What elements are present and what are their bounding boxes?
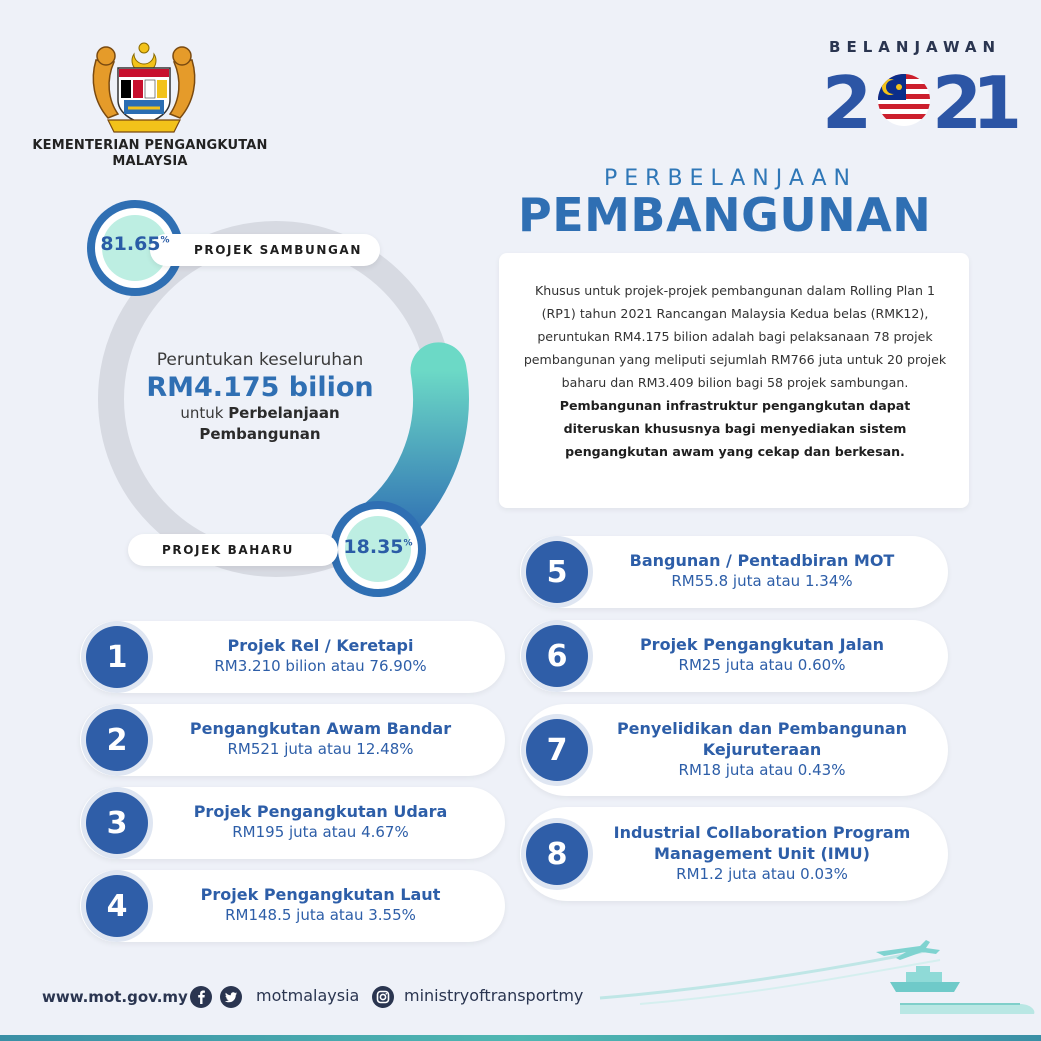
transport-illustration [600, 938, 1040, 1020]
item-number-badge: 2 [86, 709, 148, 771]
item-name: Projek Pengangkutan Laut [200, 885, 441, 904]
ship-icon [890, 966, 960, 992]
item-name: Projek Pengangkutan Udara [193, 802, 448, 821]
baharu-pill [128, 534, 338, 566]
item-value: RM1.2 juta atau 0.03% [676, 864, 848, 883]
item-text [156, 801, 485, 843]
instagram-icon[interactable] [372, 986, 394, 1008]
budget-year-text: 2 [822, 61, 873, 145]
item-number-badge: 1 [86, 626, 148, 688]
sambungan-pct-value: 81.65 [100, 233, 161, 255]
item-value: RM18 juta atau 0.43% [678, 760, 846, 779]
ministry-line-2: MALAYSIA [112, 154, 188, 169]
center-amount: RM4.175 bilion [146, 372, 374, 403]
sambungan-percentage [90, 233, 180, 255]
social-handle-1[interactable]: motmalaysia [256, 986, 360, 1005]
baharu-label: PROJEK BAHARU [162, 543, 294, 557]
sambungan-pct-symbol: % [160, 235, 170, 246]
center-untuk: untuk [180, 404, 224, 422]
baharu-percentage [333, 536, 423, 558]
swoosh-line [600, 950, 930, 998]
flag-zero-icon [878, 74, 930, 126]
title-main: PEMBANGUNAN [518, 188, 932, 242]
description-part-1: Khusus untuk projek-projek pembangunan dalam Rolling Plan 1 (RP1) tahun 2021 Rancangan Malaysia Kedua belas (RMK12), peruntukan RM4.175 bilion adalah bagi pelaksanaan 78 projek pembangunan yang meliputi sejumlah RM766 juta untuk 20 projek baharu dan RM3.409 bilion bagi 58 projek sambungan. [523, 283, 947, 390]
item-number-badge: 8 [526, 823, 588, 885]
item-name-line-2: Management Unit (IMU) [654, 843, 870, 863]
item-text [596, 718, 928, 781]
item-value: RM3.210 bilion atau 76.90% [214, 657, 427, 675]
donut-center-text [140, 350, 380, 445]
footer-strip [0, 1035, 1041, 1041]
item-text [156, 884, 485, 926]
item-text [596, 550, 928, 592]
item-number-badge: 5 [526, 541, 588, 603]
item-name: Pengangkutan Awam Bandar [189, 719, 452, 738]
item-name: Bangunan / Pentadbiran MOT [629, 551, 895, 570]
item-value: RM55.8 juta atau 1.34% [671, 572, 853, 590]
item-text [596, 634, 928, 676]
item-text [156, 635, 485, 677]
item-value: RM25 juta atau 0.60% [678, 656, 846, 674]
item-name: Penyelidikan dan Pembangunan [616, 718, 908, 738]
jata-negara-crest-icon [88, 40, 200, 136]
item-number-badge: 4 [86, 875, 148, 937]
baharu-pct-symbol: % [403, 538, 413, 549]
center-line-1: Peruntukan keseluruhan [156, 350, 364, 370]
twitter-icon[interactable] [220, 986, 242, 1008]
center-line-4 [140, 424, 380, 445]
airplane-icon [876, 940, 940, 960]
item-text [596, 822, 928, 885]
item-name-line-2: Kejuruteraan [702, 739, 822, 759]
train-icon [900, 1004, 1034, 1014]
center-bold-1: Perbelanjaan [228, 404, 340, 422]
item-text [156, 718, 485, 760]
social-handle-2[interactable]: ministryoftransportmy [404, 986, 584, 1005]
center-bold-2: Pembangunan [199, 425, 321, 443]
item-name: Projek Rel / Keretapi [227, 636, 414, 655]
sambungan-label: PROJEK SAMBUNGAN [194, 243, 362, 257]
svg-text:1: 1 [972, 61, 1023, 145]
center-line-3 [140, 403, 380, 424]
facebook-icon[interactable] [190, 986, 212, 1008]
title-sub: PERBELANJAAN [604, 166, 857, 191]
item-number-badge: 6 [526, 625, 588, 687]
website-link[interactable]: www.mot.gov.my [42, 988, 188, 1006]
item-name: Projek Pengangkutan Jalan [639, 635, 885, 654]
ministry-line-1: KEMENTERIAN PENGANGKUTAN [32, 138, 268, 153]
baharu-pct-value: 18.35 [343, 536, 404, 558]
budget-label: BELANJAWAN [829, 38, 1001, 56]
item-value: RM148.5 juta atau 3.55% [225, 906, 416, 924]
item-number-badge: 3 [86, 792, 148, 854]
budget-2021-logo [822, 61, 1023, 145]
svg-text:2: 2 [932, 61, 983, 145]
description-part-2: Pembangunan infrastruktur pengangkutan dapat diteruskan khususnya bagi menyediakan sistem pengangkutan awam yang cekap dan berkesan. [559, 398, 911, 459]
ministry-name [30, 138, 270, 170]
item-value: RM195 juta atau 4.67% [232, 823, 409, 841]
description-text [520, 279, 950, 463]
item-value: RM521 juta atau 12.48% [227, 740, 414, 758]
item-number-badge: 7 [526, 719, 588, 781]
item-name: Industrial Collaboration Program [613, 822, 911, 842]
sambungan-pill [150, 234, 380, 266]
